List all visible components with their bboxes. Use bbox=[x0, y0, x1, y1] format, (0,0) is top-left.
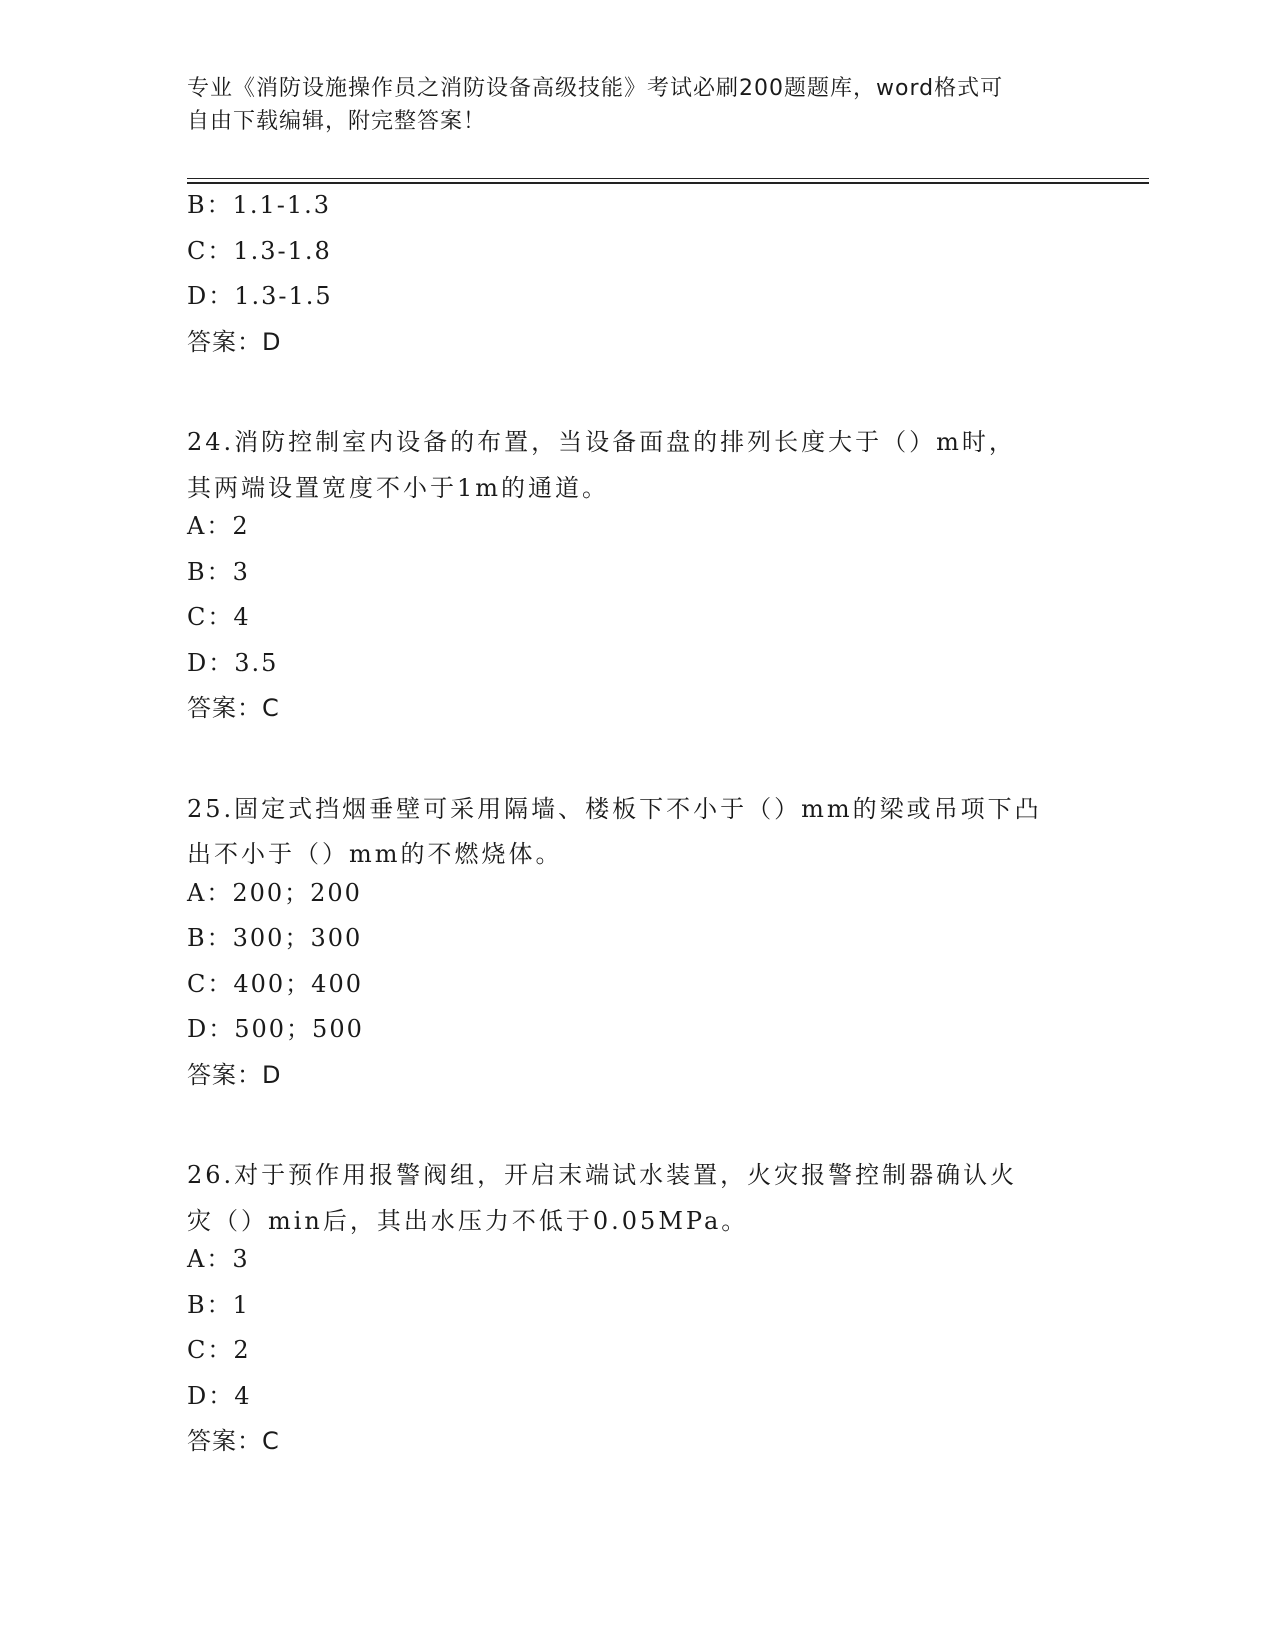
answer-line: 答案：C bbox=[187, 694, 280, 722]
option-b: B：300；300 bbox=[187, 924, 363, 952]
answer-line: 答案：C bbox=[187, 1427, 280, 1455]
option-a: A：3 bbox=[187, 1245, 250, 1273]
option-c: C：400；400 bbox=[187, 969, 363, 998]
question-list bbox=[187, 190, 1087, 1472]
question-stem-line-1: 25.固定式挡烟垂壁可采用隔墙、楼板下不小于（）mm的梁或吊项下凸 bbox=[187, 794, 1042, 823]
option-a: A：2 bbox=[187, 512, 250, 540]
option-c: C：2 bbox=[187, 1336, 251, 1364]
header-line-1: 专业《消防设施操作员之消防设备高级技能》考试必刷200题题库，word格式可 bbox=[187, 76, 1004, 101]
previous-question-tail bbox=[187, 190, 1087, 372]
question-stem bbox=[187, 420, 1067, 511]
option-b: B：1 bbox=[187, 1290, 250, 1319]
question-stem-line-2: 灾（）min后，其出水压力不低于0.05MPa。 bbox=[187, 1206, 749, 1235]
question-stem-line-1: 24.消防控制室内设备的布置，当设备面盘的排列长度大于（）m时， bbox=[187, 428, 1016, 456]
question-stem-line-2: 其两端设置宽度不小于1m的通道。 bbox=[187, 473, 610, 502]
option-c: C：1.3-1.8 bbox=[187, 236, 332, 265]
answer-line: 答案：D bbox=[187, 1060, 282, 1089]
question-24 bbox=[187, 420, 1087, 739]
header-line-2: 自由下载编辑，附完整答案！ bbox=[187, 109, 487, 134]
option-d: D：1.3-1.5 bbox=[187, 282, 333, 310]
header-divider bbox=[187, 178, 1149, 184]
option-d: D：4 bbox=[187, 1381, 252, 1410]
question-25 bbox=[187, 787, 1087, 1106]
option-c: C：4 bbox=[187, 603, 251, 631]
answer-line: 答案：D bbox=[187, 327, 282, 356]
option-d: D：3.5 bbox=[187, 648, 279, 677]
option-b: B：1.1-1.3 bbox=[187, 191, 332, 219]
question-26 bbox=[187, 1153, 1087, 1472]
question-stem bbox=[187, 1153, 1067, 1244]
question-stem bbox=[187, 787, 1067, 878]
option-b: B：3 bbox=[187, 557, 250, 586]
option-d: D：500；500 bbox=[187, 1015, 364, 1043]
option-a: A：200；200 bbox=[187, 878, 362, 907]
question-stem-line-2: 出不小于（）mm的不燃烧体。 bbox=[187, 840, 563, 868]
document-header bbox=[187, 72, 1067, 138]
question-stem-line-1: 26.对于预作用报警阀组，开启末端试水装置，火灾报警控制器确认火 bbox=[187, 1161, 1018, 1189]
